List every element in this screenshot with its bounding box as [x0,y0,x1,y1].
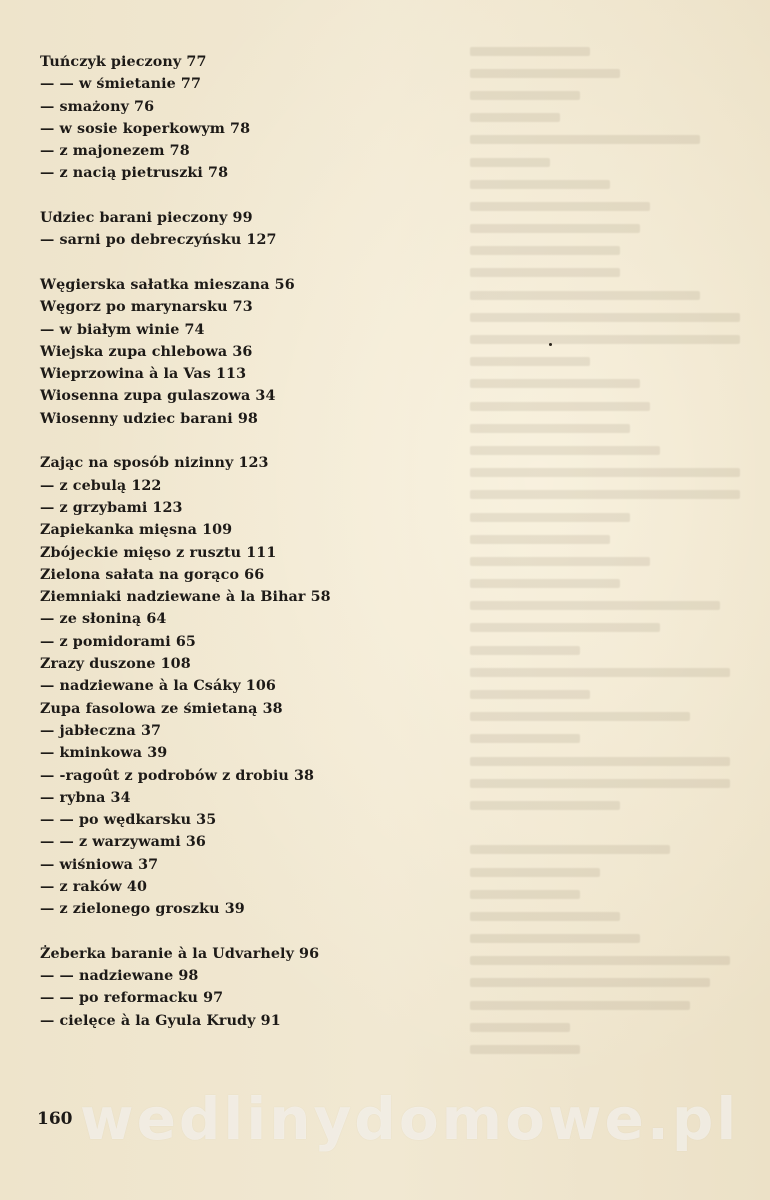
index-entry: Wiosenna zupa gulaszowa 34 [40,388,276,405]
index-entry: — smażony 76 [40,98,155,115]
index-entry: — — po reformacku 97 [40,990,224,1007]
index-entry: Ziemniaki nadziewane à la Bihar 58 [40,589,331,606]
index-entry: Tuńczyk pieczony 77 [40,54,207,70]
index-entry: Węgierska sałatka mieszana 56 [40,276,295,293]
index-group [40,943,480,1032]
group-spacer [40,185,480,207]
index-entry: Zielona sałata na gorąco 66 [40,566,265,583]
watermark-text: wedlinydomowe.pl [80,1085,740,1153]
index-entry: — w białym winie 74 [40,321,205,338]
index-entry: — z zielonego groszku 39 [40,901,245,918]
index-entry: — rybna 34 [40,789,131,806]
index-entry: — z majonezem 78 [40,143,190,160]
index-entry: — z cebulą 122 [40,477,162,494]
index-entry: — w sosie koperkowym 78 [40,120,251,137]
index-entry: — — po wędkarsku 35 [40,812,217,829]
index-entry: Zapiekanka mięsna 109 [40,522,233,539]
index-entry: Żeberka baranie à la Udvarhely 96 [40,945,320,962]
index-entry: — cielęce à la Gyula Krudy 91 [40,1012,281,1029]
index-entry: Zając na sposób nizinny 123 [40,455,269,472]
index-entry: — sarni po debreczyńsku 127 [40,232,277,249]
index-entry: — — nadziewane 98 [40,968,199,985]
recipe-index [40,51,480,1032]
index-entry: Węgorz po marynarsku 73 [40,299,253,316]
index-entry: — jabłeczna 37 [40,722,162,739]
index-group [40,207,480,252]
index-entry: — z grzybami 123 [40,499,183,516]
index-entry: — kminkowa 39 [40,745,168,762]
index-entry: Wiejska zupa chlebowa 36 [40,343,253,360]
index-entry: Zupa fasolowa ze śmietaną 38 [40,700,283,717]
index-entry: Udziec barani pieczony 99 [40,210,253,227]
index-entry: — -ragoût z podrobów z drobiu 38 [40,767,315,784]
page-number: 160 [37,1109,73,1129]
index-entry: Wiosenny udziec barani 98 [40,410,258,427]
index-group [40,452,480,920]
index-entry: — — w śmietanie 77 [40,76,201,93]
index-group [40,274,480,430]
index-entry: Zrazy duszone 108 [40,656,191,673]
index-entry: — ze słoniną 64 [40,611,167,628]
index-entry: — nadziewane à la Csáky 106 [40,678,276,695]
group-spacer [40,921,480,943]
group-spacer [40,430,480,452]
print-speck [549,343,552,346]
bleed-through-text [470,40,760,1090]
index-entry: Wieprzowina à la Vas 113 [40,366,247,383]
index-entry: — — z warzywami 36 [40,834,206,851]
index-entry: — wiśniowa 37 [40,856,159,873]
group-spacer [40,252,480,274]
index-group [40,51,480,185]
index-entry: — z nacią pietruszki 78 [40,165,229,182]
index-entry: Zbójeckie mięso z rusztu 111 [40,544,277,561]
index-entry: — z pomidorami 65 [40,633,196,650]
index-entry: — z raków 40 [40,878,147,895]
